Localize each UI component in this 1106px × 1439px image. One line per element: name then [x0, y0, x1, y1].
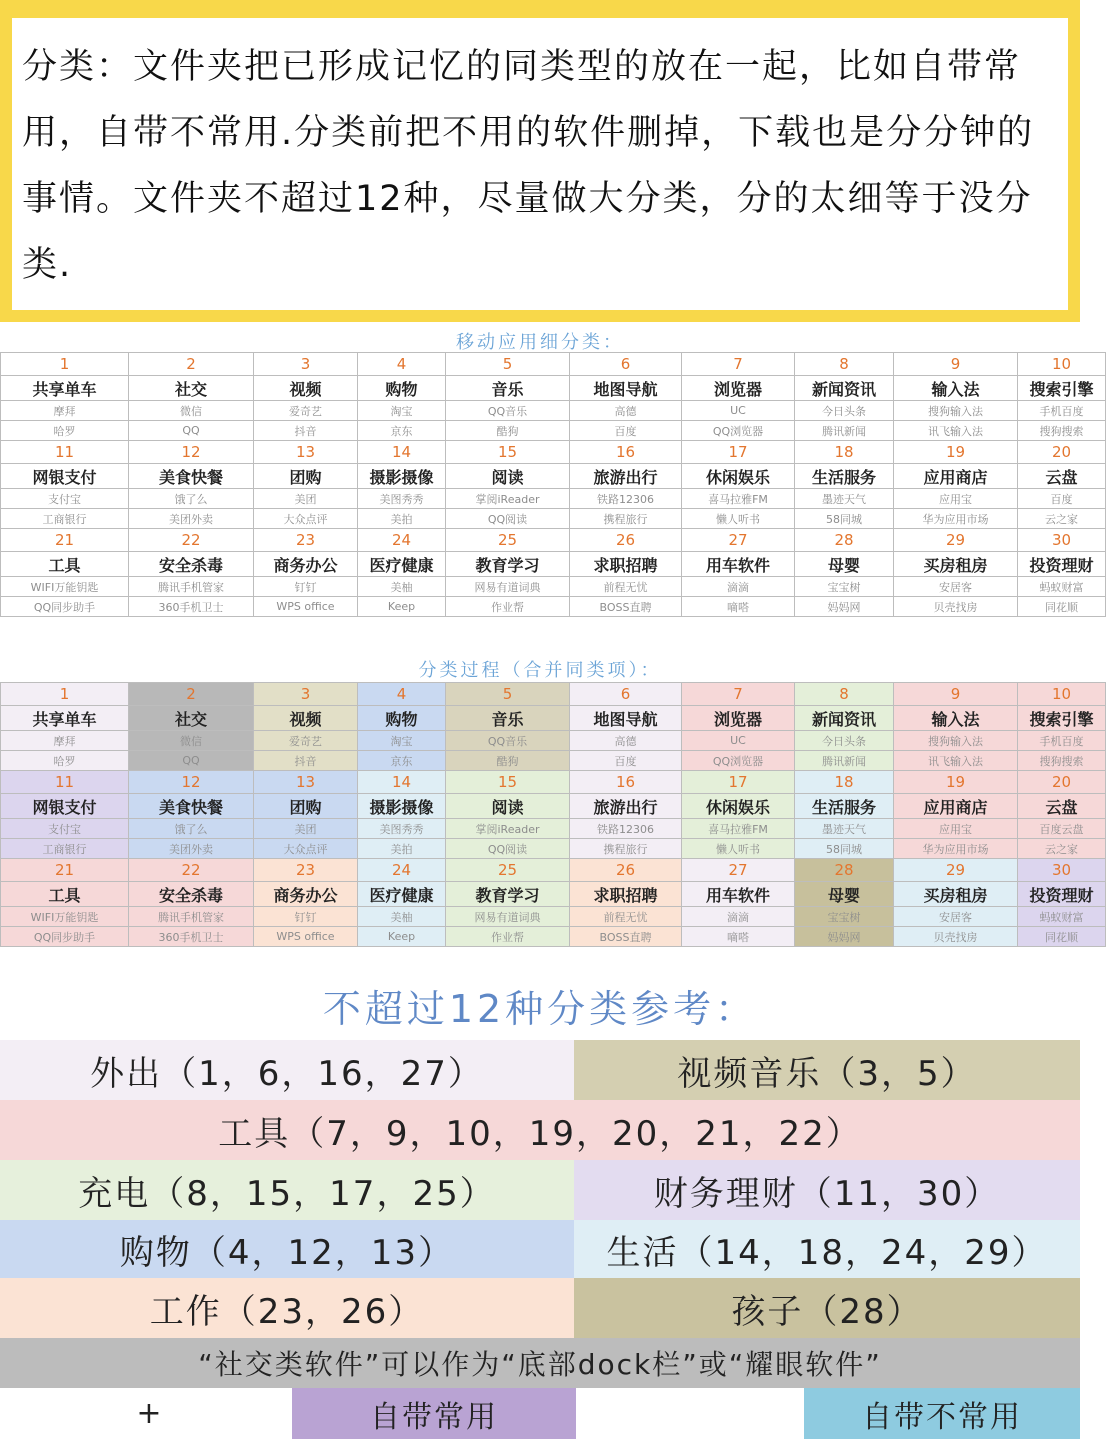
category-name: 浏览器: [682, 706, 795, 731]
app-name: UC: [682, 731, 795, 751]
category-number: 13: [254, 771, 358, 794]
app-name: 美拍: [358, 509, 446, 529]
category-name: 搜索引擎: [1018, 376, 1106, 401]
category-number: 24: [358, 859, 446, 882]
app-name: 安居客: [894, 577, 1018, 597]
category-name: 摄影摄像: [358, 464, 446, 489]
app-name: 贝壳找房: [894, 597, 1018, 617]
category-name: 教育学习: [446, 552, 570, 577]
table-row: [1, 421, 1106, 441]
category-name: 安全杀毒: [129, 882, 254, 907]
category-name: 求职招聘: [570, 882, 682, 907]
category-name: 商务办公: [254, 882, 358, 907]
app-name: 爱奇艺: [254, 731, 358, 751]
category-number: 14: [358, 441, 446, 464]
category-number: 28: [795, 529, 894, 552]
group-kids: 孩子（28）: [574, 1278, 1080, 1338]
table-row: [1, 706, 1106, 731]
category-name: 工具: [1, 552, 129, 577]
app-name: 懒人听书: [682, 509, 795, 529]
category-name: 求职招聘: [570, 552, 682, 577]
app-name: 高德: [570, 731, 682, 751]
app-name: 今日头条: [795, 731, 894, 751]
app-name: 手机百度: [1018, 731, 1106, 751]
app-name: WIFI万能钥匙: [1, 907, 129, 927]
group-shopping: 购物（4，12，13）: [0, 1220, 574, 1278]
app-name: 百度云盘: [1018, 819, 1106, 839]
app-name: 嘀嗒: [682, 597, 795, 617]
app-name: 美团: [254, 489, 358, 509]
category-name: 摄影摄像: [358, 794, 446, 819]
app-name: WPS office: [254, 597, 358, 617]
table-row: [1, 376, 1106, 401]
app-name: 作业帮: [446, 597, 570, 617]
app-name: QQ音乐: [446, 401, 570, 421]
category-name: 买房租房: [894, 882, 1018, 907]
category-name: 输入法: [894, 706, 1018, 731]
intro-text: 分类：文件夹把已形成记忆的同类型的放在一起，比如自带常用，自带不常用.分类前把不用的软件删掉，下载也是分分钟的事情。文件夹不超过12种，尽量做大分类，分的太细等于没分类.: [22, 47, 1035, 285]
app-name: 宝宝树: [795, 577, 894, 597]
app-name: 应用宝: [894, 819, 1018, 839]
app-name: QQ浏览器: [682, 421, 795, 441]
category-name: 社交: [129, 706, 254, 731]
table-row: [1, 771, 1106, 794]
category-number: 29: [894, 529, 1018, 552]
category-name: 新闻资讯: [795, 376, 894, 401]
app-name: 爱奇艺: [254, 401, 358, 421]
app-name: QQ浏览器: [682, 751, 795, 771]
category-number: 20: [1018, 441, 1106, 464]
table-row: [1, 907, 1106, 927]
app-name: 讯飞输入法: [894, 751, 1018, 771]
table-row: [1, 509, 1106, 529]
category-name: 用车软件: [682, 882, 795, 907]
category-number: 12: [129, 771, 254, 794]
app-name: 网易有道词典: [446, 577, 570, 597]
category-number: 16: [570, 441, 682, 464]
app-name: 百度: [570, 421, 682, 441]
category-name: 医疗健康: [358, 882, 446, 907]
app-name: WPS office: [254, 927, 358, 947]
app-name: 抖音: [254, 421, 358, 441]
category-number: 23: [254, 529, 358, 552]
app-name: 58同城: [795, 839, 894, 859]
app-name: 摩拜: [1, 731, 129, 751]
category-number: 26: [570, 859, 682, 882]
app-name: 高德: [570, 401, 682, 421]
category-name: 阅读: [446, 794, 570, 819]
category-number: 5: [446, 353, 570, 376]
app-name: 淘宝: [358, 401, 446, 421]
group-work: 工作（23，26）: [0, 1278, 574, 1338]
app-name: 饿了么: [129, 819, 254, 839]
app-name: 百度: [570, 751, 682, 771]
category-name: 地图导航: [570, 376, 682, 401]
group-outing: 外出（1，6，16，27）: [0, 1040, 574, 1100]
app-name: 手机百度: [1018, 401, 1106, 421]
app-name: 大众点评: [254, 839, 358, 859]
app-name: 蚂蚁财富: [1018, 907, 1106, 927]
app-name: 掌阅iReader: [446, 489, 570, 509]
category-name: 休闲娱乐: [682, 464, 795, 489]
group-tools: 工具（7，9，10，19，20，21，22）: [0, 1100, 1080, 1160]
category-name: 社交: [129, 376, 254, 401]
category-name: 网银支付: [1, 464, 129, 489]
app-name: 360手机卫士: [129, 927, 254, 947]
category-name: 安全杀毒: [129, 552, 254, 577]
category-name: 买房租房: [894, 552, 1018, 577]
app-name: 抖音: [254, 751, 358, 771]
app-name: 铁路12306: [570, 819, 682, 839]
category-number: 18: [795, 771, 894, 794]
app-name: 铁路12306: [570, 489, 682, 509]
app-name: 携程旅行: [570, 839, 682, 859]
app-name: 美团外卖: [129, 839, 254, 859]
category-number: 11: [1, 441, 129, 464]
category-name: 美食快餐: [129, 794, 254, 819]
category-number: 27: [682, 859, 795, 882]
app-name: 墨迹天气: [795, 489, 894, 509]
table-row: [1, 401, 1106, 421]
app-name: 华为应用市场: [894, 839, 1018, 859]
category-number: 9: [894, 353, 1018, 376]
category-name: 旅游出行: [570, 464, 682, 489]
app-name: 贝壳找房: [894, 927, 1018, 947]
app-name: 美柚: [358, 577, 446, 597]
category-name: 输入法: [894, 376, 1018, 401]
reference-title: 不超过12种分类参考：: [322, 987, 758, 1031]
category-number: 2: [129, 353, 254, 376]
table-row: [1, 441, 1106, 464]
category-number: 22: [129, 529, 254, 552]
app-name: 腾讯手机管家: [129, 577, 254, 597]
app-name: 腾讯新闻: [795, 751, 894, 771]
table-row: [1, 751, 1106, 771]
app-name: Keep: [358, 597, 446, 617]
app-name: 百度: [1018, 489, 1106, 509]
app-name: 前程无忧: [570, 577, 682, 597]
app-name: 美图秀秀: [358, 819, 446, 839]
section2-title: 分类过程（合并同类项）：: [418, 660, 662, 681]
app-name: 美团: [254, 819, 358, 839]
category-name: 团购: [254, 794, 358, 819]
category-number: 22: [129, 859, 254, 882]
category-number: 12: [129, 441, 254, 464]
category-name: 浏览器: [682, 376, 795, 401]
table-row: [1, 489, 1106, 509]
category-number: 16: [570, 771, 682, 794]
app-name: 哈罗: [1, 421, 129, 441]
category-number: 17: [682, 441, 795, 464]
group-video-music: 视频音乐（3，5）: [574, 1040, 1080, 1100]
category-name: 地图导航: [570, 706, 682, 731]
category-name: 母婴: [795, 882, 894, 907]
category-number: 21: [1, 529, 129, 552]
app-name: 搜狗搜索: [1018, 751, 1106, 771]
category-name: 教育学习: [446, 882, 570, 907]
category-name: 母婴: [795, 552, 894, 577]
app-name: 京东: [358, 421, 446, 441]
app-name: 前程无忧: [570, 907, 682, 927]
app-name: 360手机卫士: [129, 597, 254, 617]
app-name: WIFI万能钥匙: [1, 577, 129, 597]
app-name: 搜狗输入法: [894, 731, 1018, 751]
category-number: 30: [1018, 859, 1106, 882]
app-name: QQ: [129, 751, 254, 771]
app-name: BOSS直聘: [570, 927, 682, 947]
category-number: 1: [1, 683, 129, 706]
category-name: 共享单车: [1, 376, 129, 401]
table-row: [1, 577, 1106, 597]
app-name: 搜狗输入法: [894, 401, 1018, 421]
app-name: 今日头条: [795, 401, 894, 421]
table-row: [1, 683, 1106, 706]
category-name: 视频: [254, 376, 358, 401]
category-number: 1: [1, 353, 129, 376]
category-name: 云盘: [1018, 464, 1106, 489]
category-number: 18: [795, 441, 894, 464]
app-name: 钉钉: [254, 577, 358, 597]
table-row: [1, 859, 1106, 882]
section1-title: 移动应用细分类：: [456, 332, 624, 353]
table-row: [1, 731, 1106, 751]
category-name: 生活服务: [795, 794, 894, 819]
category-name: 医疗健康: [358, 552, 446, 577]
app-name: UC: [682, 401, 795, 421]
category-name: 美食快餐: [129, 464, 254, 489]
app-name: 钉钉: [254, 907, 358, 927]
table-row: [1, 353, 1106, 376]
app-name: 滴滴: [682, 907, 795, 927]
app-name: 云之家: [1018, 839, 1106, 859]
app-name: 工商银行: [1, 839, 129, 859]
app-name: 蚂蚁财富: [1018, 577, 1106, 597]
app-name: 懒人听书: [682, 839, 795, 859]
category-name: 网银支付: [1, 794, 129, 819]
social-note: “社交类软件”可以作为“底部dock栏”或“耀眼软件”: [0, 1338, 1080, 1388]
app-name: 作业帮: [446, 927, 570, 947]
category-number: 25: [446, 859, 570, 882]
category-name: 新闻资讯: [795, 706, 894, 731]
category-number: 30: [1018, 529, 1106, 552]
category-number: 24: [358, 529, 446, 552]
category-name: 购物: [358, 706, 446, 731]
table-row: [1, 819, 1106, 839]
group-finance: 财务理财（11，30）: [574, 1160, 1080, 1220]
category-number: 6: [570, 353, 682, 376]
table-row: [1, 927, 1106, 947]
category-number: 11: [1, 771, 129, 794]
app-name: 美图秀秀: [358, 489, 446, 509]
app-name: 掌阅iReader: [446, 819, 570, 839]
group-charge: 充电（8，15，17，25）: [0, 1160, 574, 1220]
app-name: 墨迹天气: [795, 819, 894, 839]
app-name: BOSS直聘: [570, 597, 682, 617]
app-name: 云之家: [1018, 509, 1106, 529]
app-name: 微信: [129, 401, 254, 421]
category-number: 15: [446, 771, 570, 794]
category-name: 应用商店: [894, 794, 1018, 819]
app-name: 妈妈网: [795, 597, 894, 617]
app-name: 美团外卖: [129, 509, 254, 529]
app-name: 妈妈网: [795, 927, 894, 947]
category-number: 13: [254, 441, 358, 464]
category-name: 搜索引擎: [1018, 706, 1106, 731]
app-name: 安居客: [894, 907, 1018, 927]
app-name: QQ同步助手: [1, 597, 129, 617]
app-name: 应用宝: [894, 489, 1018, 509]
app-name: 淘宝: [358, 731, 446, 751]
merged-category-table: [0, 682, 1106, 947]
category-number: 17: [682, 771, 795, 794]
category-number: 8: [795, 683, 894, 706]
category-name: 应用商店: [894, 464, 1018, 489]
app-name: 嘀嗒: [682, 927, 795, 947]
app-name: 喜马拉雅FM: [682, 489, 795, 509]
group-life: 生活（14，18，24，29）: [574, 1220, 1080, 1278]
app-name: 同花顺: [1018, 927, 1106, 947]
app-name: 工商银行: [1, 509, 129, 529]
category-name: 用车软件: [682, 552, 795, 577]
app-name: QQ同步助手: [1, 927, 129, 947]
category-name: 商务办公: [254, 552, 358, 577]
app-name: 同花顺: [1018, 597, 1106, 617]
category-number: 3: [254, 683, 358, 706]
table-row: [1, 529, 1106, 552]
app-name: 京东: [358, 751, 446, 771]
category-name: 音乐: [446, 706, 570, 731]
app-name: 摩拜: [1, 401, 129, 421]
category-number: 9: [894, 683, 1018, 706]
app-name: 搜狗搜索: [1018, 421, 1106, 441]
category-number: 27: [682, 529, 795, 552]
category-number: 29: [894, 859, 1018, 882]
app-name: 微信: [129, 731, 254, 751]
category-name: 购物: [358, 376, 446, 401]
category-name: 投资理财: [1018, 552, 1106, 577]
category-number: 4: [358, 353, 446, 376]
category-name: 音乐: [446, 376, 570, 401]
category-name: 休闲娱乐: [682, 794, 795, 819]
category-number: 19: [894, 771, 1018, 794]
app-name: 美柚: [358, 907, 446, 927]
category-number: 10: [1018, 683, 1106, 706]
app-name: QQ音乐: [446, 731, 570, 751]
intro-frame: [0, 0, 1080, 322]
category-name: 共享单车: [1, 706, 129, 731]
category-number: 6: [570, 683, 682, 706]
category-name: 云盘: [1018, 794, 1106, 819]
category-name: 旅游出行: [570, 794, 682, 819]
app-name: 58同城: [795, 509, 894, 529]
builtin-common: 自带常用: [292, 1388, 576, 1439]
app-name: 携程旅行: [570, 509, 682, 529]
app-name: QQ阅读: [446, 509, 570, 529]
app-name: 网易有道词典: [446, 907, 570, 927]
app-name: 酷狗: [446, 421, 570, 441]
category-number: 8: [795, 353, 894, 376]
category-number: 7: [682, 353, 795, 376]
app-name: 饿了么: [129, 489, 254, 509]
category-number: 3: [254, 353, 358, 376]
app-category-table: [0, 352, 1106, 617]
app-name: 华为应用市场: [894, 509, 1018, 529]
app-name: 滴滴: [682, 577, 795, 597]
app-name: 腾讯手机管家: [129, 907, 254, 927]
app-name: 喜马拉雅FM: [682, 819, 795, 839]
app-name: 腾讯新闻: [795, 421, 894, 441]
category-name: 工具: [1, 882, 129, 907]
category-number: 19: [894, 441, 1018, 464]
category-number: 14: [358, 771, 446, 794]
category-number: 10: [1018, 353, 1106, 376]
category-number: 4: [358, 683, 446, 706]
app-name: 哈罗: [1, 751, 129, 771]
table-row: [1, 794, 1106, 819]
builtin-uncommon: 自带不常用: [804, 1388, 1080, 1439]
app-name: 酷狗: [446, 751, 570, 771]
app-name: 支付宝: [1, 489, 129, 509]
category-name: 生活服务: [795, 464, 894, 489]
table-row: [1, 882, 1106, 907]
category-number: 20: [1018, 771, 1106, 794]
category-name: 阅读: [446, 464, 570, 489]
app-name: 大众点评: [254, 509, 358, 529]
app-name: 宝宝树: [795, 907, 894, 927]
category-number: 23: [254, 859, 358, 882]
app-name: 美拍: [358, 839, 446, 859]
app-name: QQ阅读: [446, 839, 570, 859]
category-name: 团购: [254, 464, 358, 489]
app-name: 支付宝: [1, 819, 129, 839]
plus-sign: +: [136, 1396, 164, 1431]
app-name: Keep: [358, 927, 446, 947]
category-number: 26: [570, 529, 682, 552]
category-number: 15: [446, 441, 570, 464]
table-row: [1, 839, 1106, 859]
category-number: 25: [446, 529, 570, 552]
table-row: [1, 552, 1106, 577]
category-number: 2: [129, 683, 254, 706]
category-number: 21: [1, 859, 129, 882]
category-number: 5: [446, 683, 570, 706]
category-number: 7: [682, 683, 795, 706]
app-name: QQ: [129, 421, 254, 441]
table-row: [1, 464, 1106, 489]
app-name: 讯飞输入法: [894, 421, 1018, 441]
category-name: 视频: [254, 706, 358, 731]
table-row: [1, 597, 1106, 617]
category-number: 28: [795, 859, 894, 882]
category-name: 投资理财: [1018, 882, 1106, 907]
